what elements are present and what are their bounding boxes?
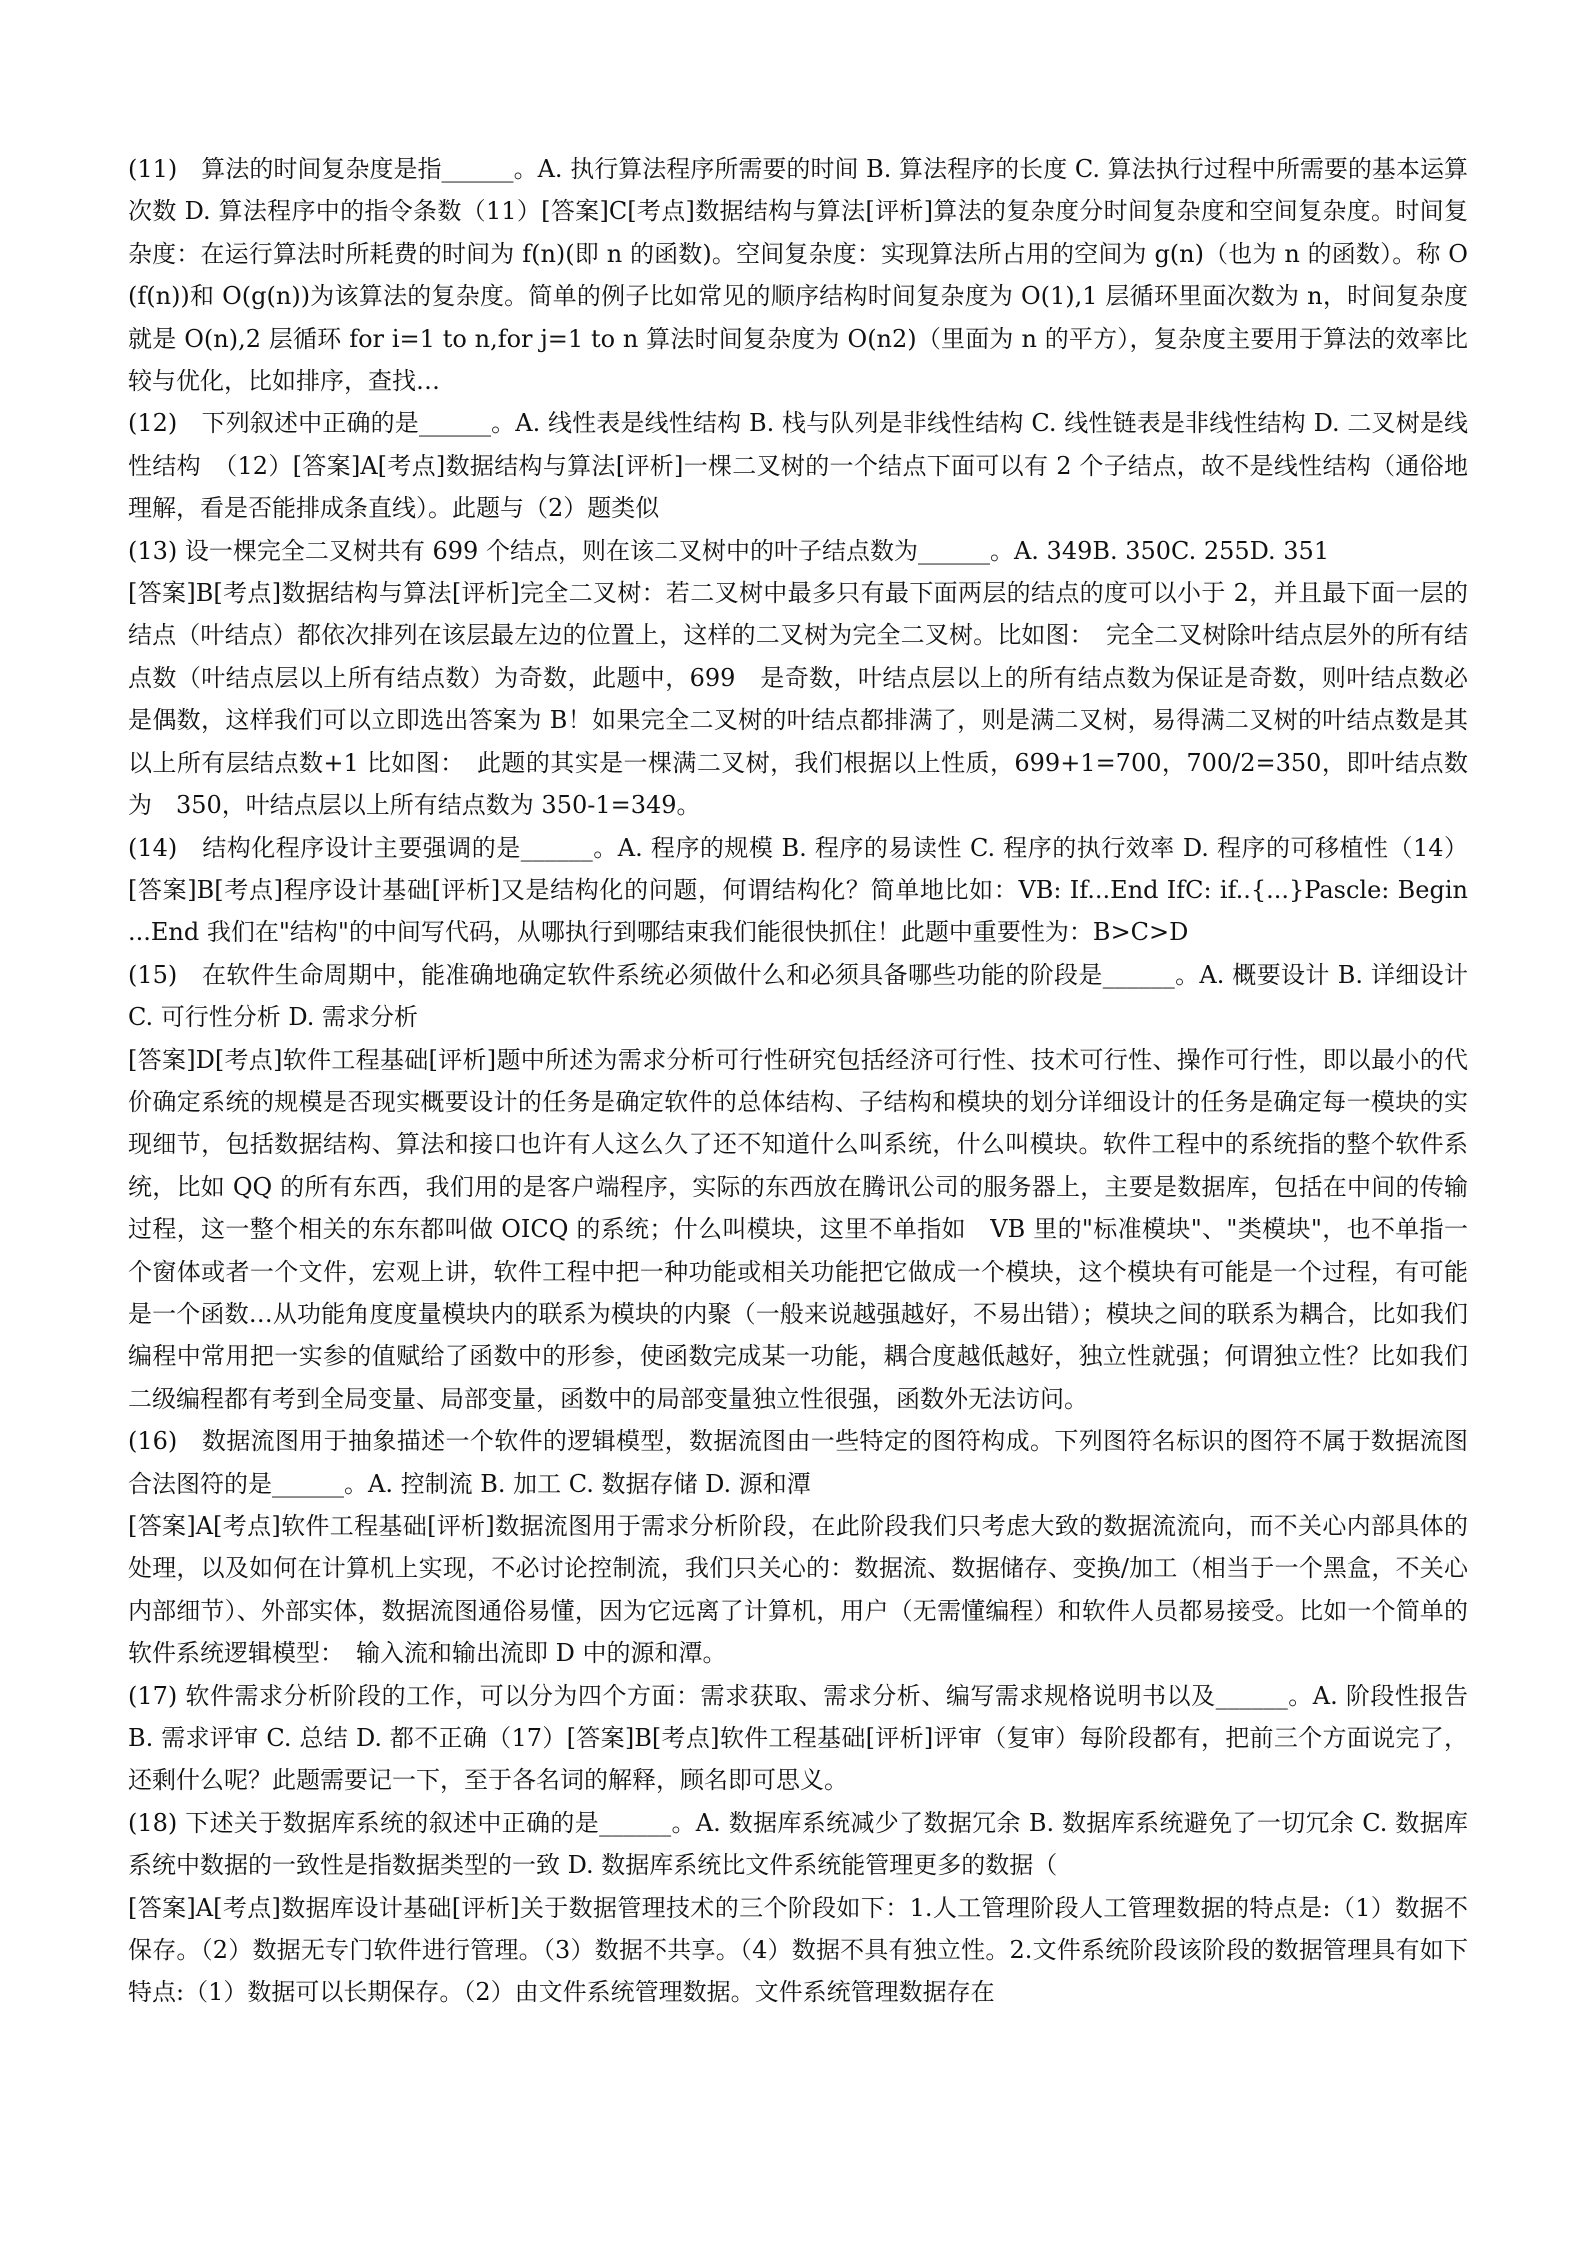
- document-body: [128, 148, 1468, 2014]
- question-13-answer-paragraph: [答案]B[考点]数据结构与算法[评析]完全二叉树：若二叉树中最多只有最下面两层的结点的度可以小于 2，并且最下面一层的结点（叶结点）都依次排列在该层最左边的位置上，这样的二叉树为完全二叉树。比如图： 完全二叉树除叶结点层外的所有结点数（叶结点层以上所有结点数）为奇数，此题中，699 是奇数，叶结点层以上的所有结点数为保证是奇数，则叶结点数必是偶数，这样我们可以立即选出答案为 B！如果完全二叉树的叶结点都排满了，则是满二叉树，易得满二叉树的叶结点数是其以上所有层结点数+1 比如图： 此题的其实是一棵满二叉树，我们根据以上性质，699+1=700，700/2=350，即叶结点数为 350，叶结点层以上所有结点数为 350-1=349。: [128, 579, 1468, 820]
- question-14-paragraph: (14) 结构化程序设计主要强调的是______。A. 程序的规模 B. 程序的易读性 C. 程序的执行效率 D. 程序的可移植性（14）[答案]B[考点]程序设计基础[评析]又是结构化的问题，何谓结构化？简单地比如：VB: If...End IfC: if..{...}Pascle: Begin ...End 我们在"结构"的中间写代码，从哪执行到哪结束我们能很快抓住！此题中重要性为：B>C>D: [128, 833, 1468, 947]
- question-15-answer-paragraph: [答案]D[考点]软件工程基础[评析]题中所述为需求分析可行性研究包括经济可行性、技术可行性、操作可行性，即以最小的代价确定系统的规模是否现实概要设计的任务是确定软件的总体结构、子结构和模块的划分详细设计的任务是确定每一模块的实现细节，包括数据结构、算法和接口也许有人这么久了还不知道什么叫系统，什么叫模块。软件工程中的系统指的整个软件系统，比如 QQ 的所有东西，我们用的是客户端程序，实际的东西放在腾讯公司的服务器上，主要是数据库，包括在中间的传输过程，这一整个相关的东东都叫做 OICQ 的系统；什么叫模块，这里不单指如 VB 里的"标准模块"、"类模块"，也不单指一个窗体或者一个文件，宏观上讲，软件工程中把一种功能或相关功能把它做成一个模块，这个模块有可能是一个过程，有可能是一个函数…从功能角度度量模块内的联系为模块的内聚（一般来说越强越好，不易出错）；模块之间的联系为耦合，比如我们编程中常用把一实参的值赋给了函数中的形参，使函数完成某一功能，耦合度越低越好，独立性就强；何谓独立性？比如我们二级编程都有考到全局变量、局部变量，函数中的局部变量独立性很强，函数外无法访问。: [128, 1045, 1468, 1413]
- question-16-paragraph: (16) 数据流图用于抽象描述一个软件的逻辑模型，数据流图由一些特定的图符构成。下列图符名标识的图符不属于数据流图合法图符的是______。A. 控制流 B. 加工 C. 数据存储 D. 源和潭: [128, 1427, 1468, 1498]
- question-16-answer-paragraph: [答案]A[考点]软件工程基础[评析]数据流图用于需求分析阶段，在此阶段我们只考虑大致的数据流流向，而不关心内部具体的处理，以及如何在计算机上实现，不必讨论控制流，我们只关心的：数据流、数据储存、变换/加工（相当于一个黑盒，不关心内部细节）、外部实体，数据流图通俗易懂，因为它远离了计算机，用户（无需懂编程）和软件人员都易接受。比如一个简单的软件系统逻辑模型： 输入流和输出流即 D 中的源和潭。: [128, 1512, 1468, 1668]
- question-13-paragraph: (13) 设一棵完全二叉树共有 699 个结点，则在该二叉树中的叶子结点数为______。A. 349B. 350C. 255D. 351: [128, 536, 1330, 565]
- question-12-paragraph: (12) 下列叙述中正确的是______。A. 线性表是线性结构 B. 栈与队列是非线性结构 C. 线性链表是非线性结构 D. 二叉树是线性结构 （12）[答案]A[考点]数据结构与算法[评析]一棵二叉树的一个结点下面可以有 2 个子结点，故不是线性结构（通俗地理解，看是否能排成条直线）。此题与（2）题类似: [128, 409, 1468, 523]
- question-17-paragraph: (17) 软件需求分析阶段的工作，可以分为四个方面：需求获取、需求分析、编写需求规格说明书以及______。A. 阶段性报告 B. 需求评审 C. 总结 D. 都不正确（17）[答案]B[考点]软件工程基础[评析]评审（复审）每阶段都有，把前三个方面说完了，还剩什么呢？此题需要记一下，至于各名词的解释，顾名即可思义。: [128, 1681, 1468, 1795]
- question-18-answer-paragraph: [答案]A[考点]数据库设计基础[评析]关于数据管理技术的三个阶段如下：1.人工管理阶段人工管理数据的特点是:（1）数据不保存。（2）数据无专门软件进行管理。（3）数据不共享。（4）数据不具有独立性。2.文件系统阶段该阶段的数据管理具有如下特点:（1）数据可以长期保存。（2）由文件系统管理数据。文件系统管理数据存在: [128, 1893, 1468, 2007]
- question-18-paragraph: (18) 下述关于数据库系统的叙述中正确的是______。A. 数据库系统减少了数据冗余 B. 数据库系统避免了一切冗余 C. 数据库系统中数据的一致性是指数据类型的一致 D. 数据库系统比文件系统能管理更多的数据（: [128, 1808, 1468, 1880]
- question-15-paragraph: (15) 在软件生命周期中，能准确地确定软件系统必须做什么和必须具备哪些功能的阶段是______。A. 概要设计 B. 详细设计 C. 可行性分析 D. 需求分析: [128, 960, 1468, 1032]
- question-11-paragraph: (11) 算法的时间复杂度是指______。A. 执行算法程序所需要的时间 B. 算法程序的长度 C. 算法执行过程中所需要的基本运算次数 D. 算法程序中的指令条数（11）[答案]C[考点]数据结构与算法[评析]算法的复杂度分时间复杂度和空间复杂度。时间复杂度：在运行算法时所耗费的时间为 f(n)(即 n 的函数)。空间复杂度：实现算法所占用的空间为 g(n)（也为 n 的函数）。称 O(f(n))和 O(g(n))为该算法的复杂度。简单的例子比如常见的顺序结构时间复杂度为 O(1),1 层循环里面次数为 n，时间复杂度就是 O(n),2 层循环 for i=1 to n,for j=1 to n 算法时间复杂度为 O(n2)（里面为 n 的平方），复杂度主要用于算法的效率比较与优化，比如排序，查找…: [128, 155, 1468, 396]
